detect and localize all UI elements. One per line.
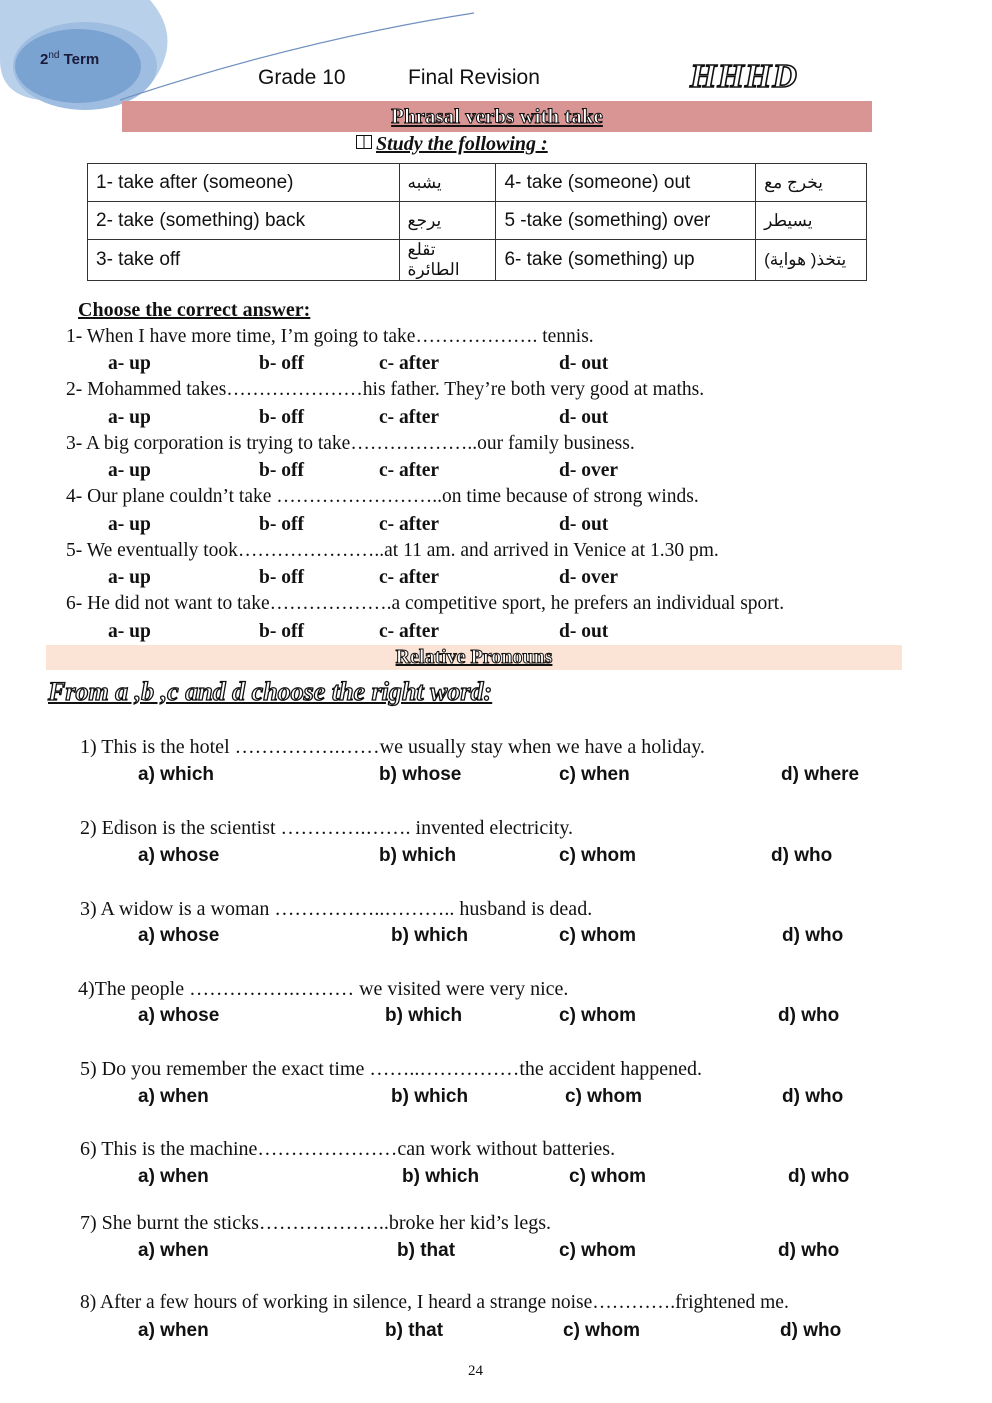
option-d: d) who — [782, 925, 844, 946]
study-heading: Study the following : — [356, 133, 548, 156]
option-c: c- after — [379, 460, 440, 481]
meaning-cell: يتخذ( هواية) — [756, 240, 867, 281]
option-b: b) which — [385, 1005, 463, 1026]
option-c: c- after — [379, 567, 440, 588]
option-c: c- after — [379, 407, 440, 428]
question-text: 5- We eventually took…………………..at 11 am. and arrived in Venice at 1.30 pm. — [66, 540, 719, 561]
option-c: c) whom — [563, 1320, 641, 1341]
option-a: a) when — [138, 1320, 209, 1341]
option-a: a- up — [108, 621, 151, 642]
option-a: a- up — [108, 353, 151, 374]
verb-cell: 3- take off — [88, 240, 400, 281]
page-number: 24 — [468, 1363, 483, 1379]
author-signature: HHHD — [690, 58, 798, 95]
option-b: b) which — [391, 925, 469, 946]
option-b: b- off — [259, 353, 304, 374]
option-d: d) who — [778, 1240, 840, 1261]
option-a: a) when — [138, 1086, 209, 1107]
verb-cell: 1- take after (someone) — [88, 164, 400, 202]
relative-pronouns-banner: Relative Pronouns — [46, 645, 902, 670]
option-a: a) whose — [138, 925, 220, 946]
choose-heading: Choose the correct answer: — [78, 299, 311, 321]
table-row — [88, 240, 867, 281]
option-d: d) who — [778, 1005, 840, 1026]
option-d: d) who — [780, 1320, 842, 1341]
relative-instruction: From a ,b ,c and d choose the right word: — [48, 677, 493, 706]
book-icon — [356, 135, 372, 149]
option-c: c) whom — [569, 1166, 647, 1187]
option-c: c) whom — [559, 925, 637, 946]
option-d: d- over — [559, 567, 619, 588]
question-text: 2) Edison is the scientist ………….……. invented electricity. — [80, 817, 574, 839]
verb-cell: 5 -take (something) over — [496, 202, 756, 240]
term-label: 2nd Term — [40, 50, 100, 68]
question-text: 1- When I have more time, I’m going to take………………. tennis. — [66, 326, 594, 347]
question-text: 8) After a few hours of working in silence, I heard a strange noise………….frightened me. — [80, 1292, 789, 1313]
option-c: c) when — [559, 764, 630, 785]
option-d: d) who — [782, 1086, 844, 1107]
option-d: d- over — [559, 460, 619, 481]
question-text: 3) A widow is a woman ……………..……….. husband is dead. — [80, 898, 593, 920]
meaning-cell: يرجع — [399, 202, 496, 240]
option-b: b) which — [379, 845, 457, 866]
grade-label: Grade 10 — [258, 66, 346, 89]
option-a: a- up — [108, 567, 151, 588]
option-d: d) who — [771, 845, 833, 866]
question-text: 1) This is the hotel …………….……we usually stay when we have a holiday. — [80, 736, 705, 758]
meaning-cell: يشبه — [399, 164, 496, 202]
verb-cell: 2- take (something) back — [88, 202, 400, 240]
option-c: c) whom — [565, 1086, 643, 1107]
option-a: a) when — [138, 1166, 209, 1187]
option-a: a) when — [138, 1240, 209, 1261]
option-a: a) whose — [138, 1005, 220, 1026]
option-b: b- off — [259, 407, 304, 428]
phrasal-verbs-table — [87, 163, 867, 281]
table-row — [88, 202, 867, 240]
option-a: a- up — [108, 514, 151, 535]
option-b: b) that — [397, 1240, 456, 1261]
option-c: c) whom — [559, 1240, 637, 1261]
option-c: c) whom — [559, 1005, 637, 1026]
option-a: a- up — [108, 407, 151, 428]
table-row — [88, 164, 867, 202]
option-d: d- out — [559, 353, 609, 374]
option-d: d- out — [559, 514, 609, 535]
option-c: c- after — [379, 621, 440, 642]
meaning-cell: يخرج مع — [756, 164, 867, 202]
option-c: c- after — [379, 353, 440, 374]
question-text: 4- Our plane couldn’t take ……………………..on time because of strong winds. — [66, 486, 699, 507]
option-b: b) which — [391, 1086, 469, 1107]
option-c: c) whom — [559, 845, 637, 866]
option-b: b) whose — [379, 764, 462, 785]
question-text: 7) She burnt the sticks………………..broke her kid’s legs. — [80, 1212, 552, 1234]
meaning-cell: يسيطر — [756, 202, 867, 240]
question-text: 2- Mohammed takes…………………his father. They’re both very good at maths. — [66, 379, 705, 400]
verb-cell: 4- take (someone) out — [496, 164, 756, 202]
question-text: 6- He did not want to take……………….a competitive sport, he prefers an individual sport. — [66, 593, 785, 614]
verb-cell: 6- take (something) up — [496, 240, 756, 281]
phrasal-verbs-banner: Phrasal verbs with take — [122, 101, 872, 132]
option-b: b) which — [402, 1166, 480, 1187]
option-c: c- after — [379, 514, 440, 535]
question-text: 3- A big corporation is trying to take………………..our family business. — [66, 433, 635, 454]
question-text: 4)The people …………….……… we visited were very nice. — [78, 978, 569, 1000]
option-a: a) whose — [138, 845, 220, 866]
option-d: d- out — [559, 621, 609, 642]
option-d: d- out — [559, 407, 609, 428]
question-text: 6) This is the machine…………………can work without batteries. — [80, 1138, 616, 1160]
option-b: b- off — [259, 567, 304, 588]
question-text: 5) Do you remember the exact time ……..……………the accident happened. — [80, 1058, 703, 1080]
option-b: b- off — [259, 621, 304, 642]
option-d: d) who — [788, 1166, 850, 1187]
option-b: b) that — [385, 1320, 444, 1341]
option-d: d) where — [781, 764, 860, 785]
option-b: b- off — [259, 514, 304, 535]
option-a: a- up — [108, 460, 151, 481]
option-b: b- off — [259, 460, 304, 481]
option-a: a) which — [138, 764, 215, 785]
meaning-cell: تقلع الطائرة — [399, 240, 496, 281]
doc-title: Final Revision — [408, 66, 540, 89]
